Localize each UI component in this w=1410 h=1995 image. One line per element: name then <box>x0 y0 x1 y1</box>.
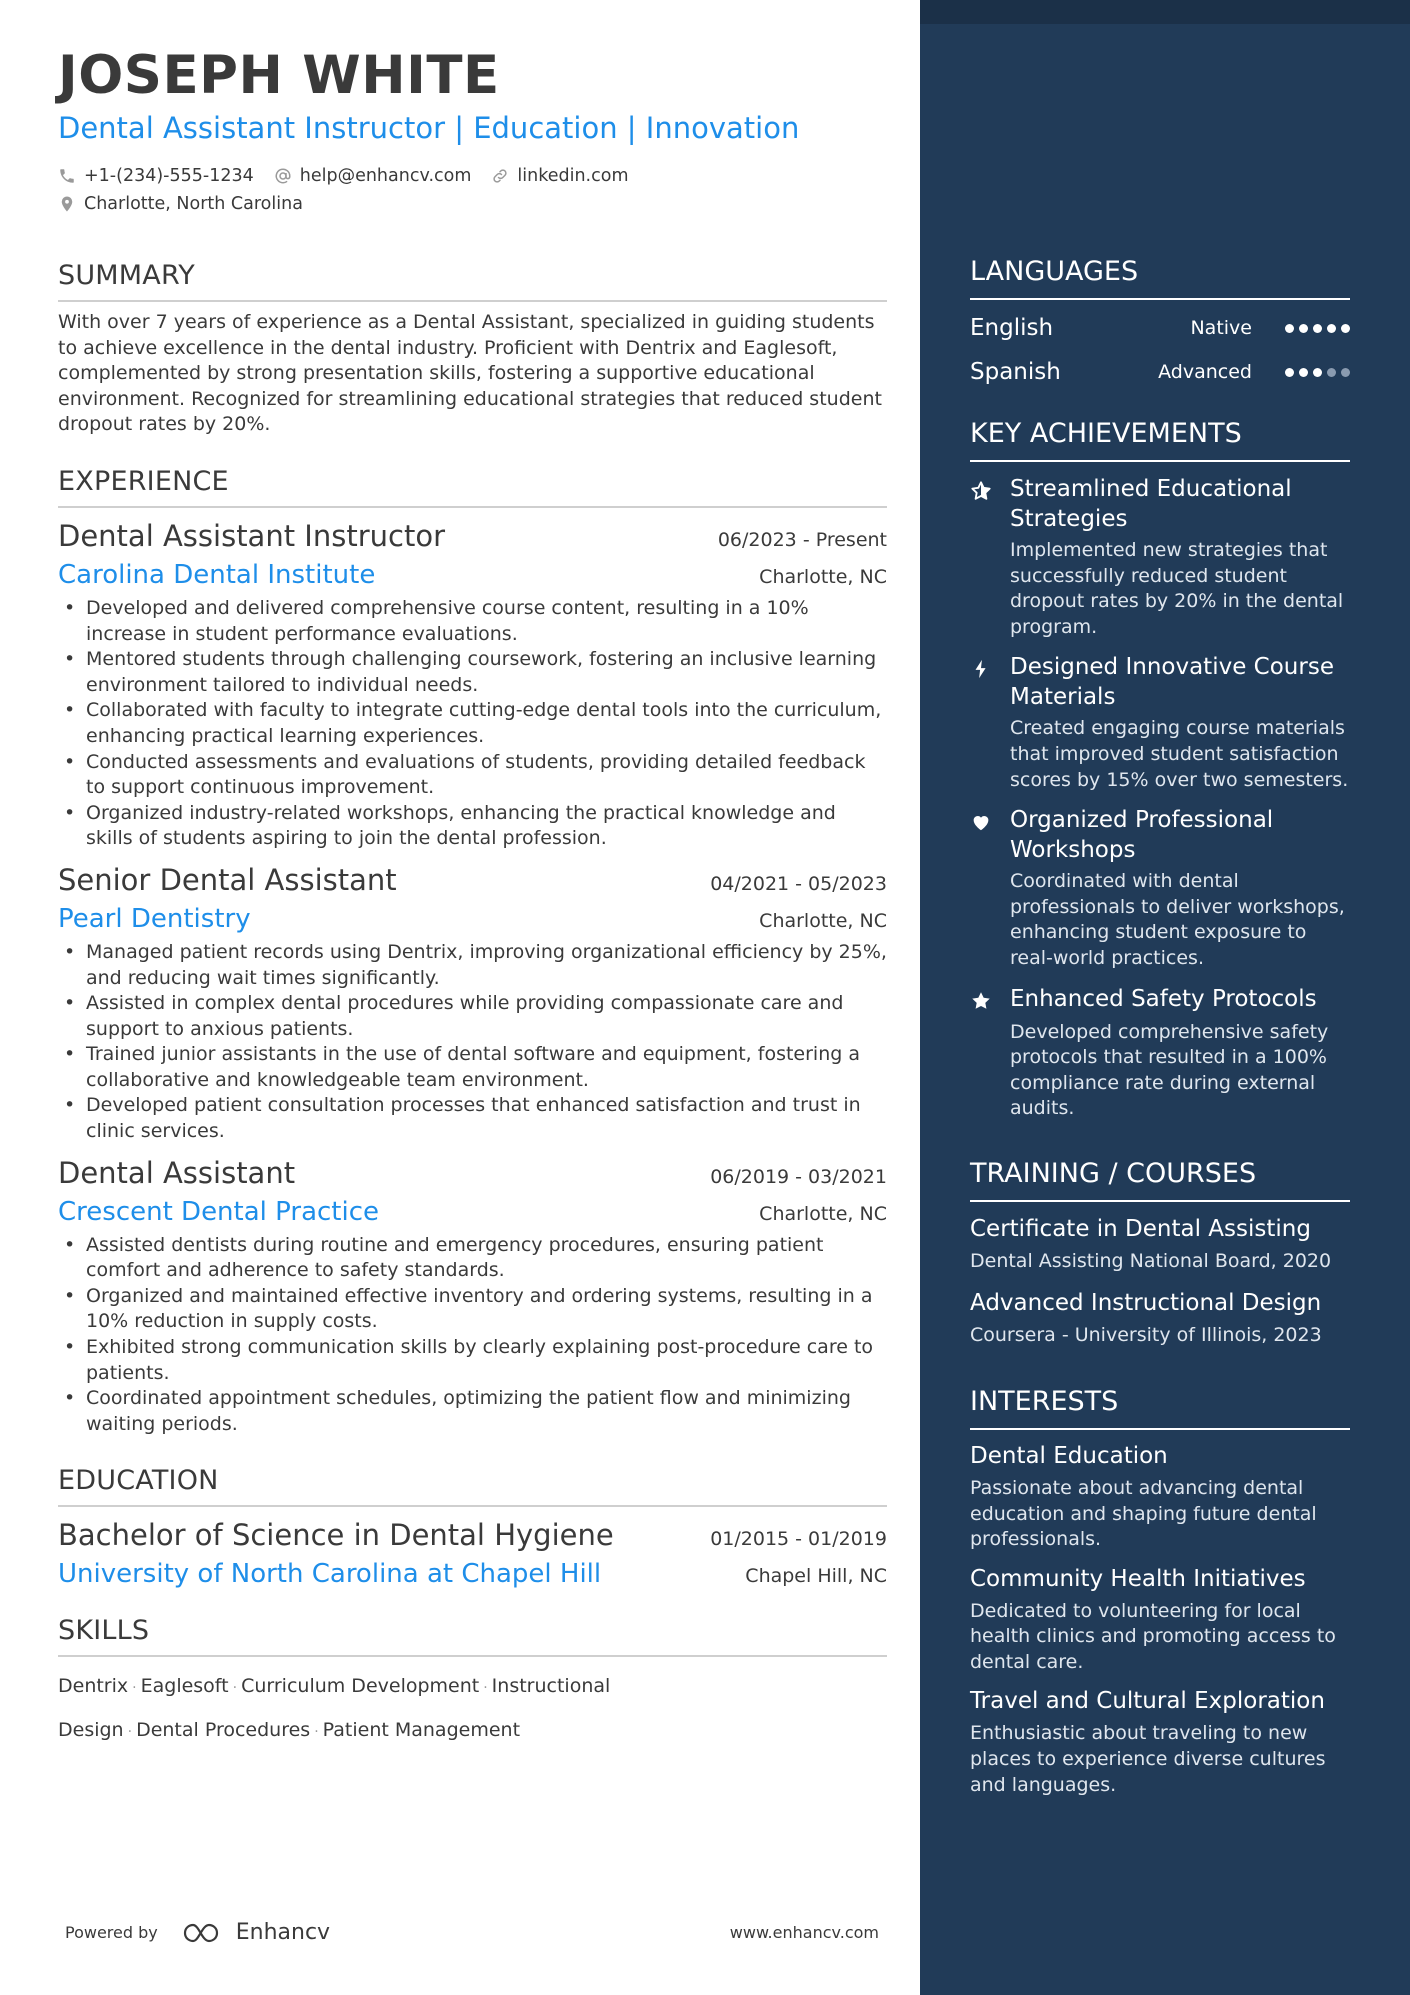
language-row <box>970 306 1350 350</box>
job-location: Charlotte, NC <box>759 1202 887 1225</box>
dot-filled <box>1313 324 1322 333</box>
interest-item <box>970 1563 1350 1676</box>
job-entry <box>58 1153 887 1438</box>
course-item <box>970 1286 1350 1350</box>
candidate-headline: Dental Assistant Instructor | Education | Innovation <box>58 111 800 145</box>
achievement-item <box>970 805 1350 971</box>
job-header <box>58 860 887 900</box>
skill-item: Dental Procedures <box>136 1719 311 1742</box>
job-bullet: • Organized and maintained effective inventory and ordering systems, resulting in a 10% reduction in supply costs. <box>58 1284 887 1335</box>
languages-list <box>970 306 1350 394</box>
job-bullet: • Mentored students through challenging coursework, fostering an inclusive learning environment tailored to individual needs. <box>58 647 887 698</box>
enhancv-logo-icon <box>182 1922 228 1944</box>
job-bullet: • Assisted in complex dental procedures while providing compassionate care and support to anxious patients. <box>58 991 887 1042</box>
job-company[interactable]: Carolina Dental Institute <box>58 559 376 590</box>
job-bullet: • Collaborated with faculty to integrate cutting-edge dental tools into the curriculum, enhancing practical learning experiences. <box>58 698 887 749</box>
skills-heading: SKILLS <box>58 1613 887 1657</box>
achievement-description: Created engaging course materials that improved student satisfaction scores by 15% over two semesters. <box>1010 717 1349 791</box>
achievement-item <box>970 474 1350 640</box>
achievements-list <box>970 474 1350 1122</box>
job-company-row <box>58 900 887 938</box>
job-bullet: • Conducted assessments and evaluations of students, providing detailed feedback to support continuous improvement. <box>58 750 887 801</box>
interests-heading: INTERESTS <box>970 1384 1350 1430</box>
achievement-description: Implemented new strategies that successfully reduced student dropout rates by 20% in the dental program. <box>1010 539 1344 638</box>
language-proficiency <box>1158 361 1350 383</box>
education-degree: Bachelor of Science in Dental Hygiene <box>58 1518 614 1553</box>
training-heading: TRAINING / COURSES <box>970 1156 1350 1202</box>
star-outline-icon <box>970 474 1010 506</box>
course-provider: Coursera - University of Illinois, 2023 <box>970 1323 1322 1346</box>
achievement-name: Enhanced Safety Protocols <box>1010 985 1317 1012</box>
dot-filled <box>1299 368 1308 377</box>
language-level: Advanced <box>1158 361 1252 383</box>
interest-item <box>970 1440 1350 1553</box>
achievement-name: Designed Innovative Course Materials <box>1010 654 1334 711</box>
lightning-icon <box>970 652 1010 684</box>
skill-separator: · <box>314 1724 319 1741</box>
education-school[interactable]: University of North Carolina at Chapel Hill <box>58 1559 602 1590</box>
job-bullet: • Coordinated appointment schedules, optimizing the patient flow and minimizing waiting periods. <box>58 1386 887 1437</box>
skill-item: Eaglesoft <box>140 1675 229 1698</box>
footer <box>58 1920 887 1945</box>
job-company-row <box>58 556 887 594</box>
skill-item: Curriculum Development <box>241 1675 480 1698</box>
dot-filled <box>1285 368 1294 377</box>
experience-list <box>58 516 887 1437</box>
summary-heading: SUMMARY <box>58 258 887 302</box>
contact-info <box>58 162 887 218</box>
languages-heading: LANGUAGES <box>970 254 1350 300</box>
job-bullet: • Developed patient consultation processes that enhanced satisfaction and trust in clinic services. <box>58 1093 887 1144</box>
job-role: Senior Dental Assistant <box>58 862 397 897</box>
footer-brand[interactable] <box>182 1920 330 1945</box>
sidebar-top-band <box>920 0 1410 24</box>
linkedin-text: linkedin.com <box>517 166 629 186</box>
skill-separator: · <box>483 1680 488 1697</box>
job-role: Dental Assistant Instructor <box>58 518 445 553</box>
education-heading: EDUCATION <box>58 1463 887 1507</box>
contact-phone[interactable] <box>58 166 254 186</box>
achievement-header <box>970 984 1350 1016</box>
skill-item: Patient Management <box>322 1719 521 1742</box>
achievement-name: Organized Professional Workshops <box>1010 807 1274 864</box>
location-text: Charlotte, North Carolina <box>84 194 303 214</box>
phone-icon <box>58 167 76 185</box>
education-entry <box>58 1515 887 1593</box>
job-header <box>58 1153 887 1193</box>
skill-separator: · <box>132 1680 137 1697</box>
job-bullet: • Exhibited strong communication skills by clearly explaining post-procedure care to patients. <box>58 1335 887 1386</box>
location-pin-icon <box>58 195 76 213</box>
job-dates: 06/2019 - 03/2021 <box>710 1165 887 1188</box>
link-icon <box>491 167 509 185</box>
language-name: Spanish <box>970 359 1061 385</box>
footer-powered-by: Powered by <box>65 1923 158 1942</box>
interest-description: Dedicated to volunteering for local health clinics and promoting access to dental care. <box>970 1599 1336 1673</box>
experience-heading: EXPERIENCE <box>58 464 887 508</box>
job-company[interactable]: Pearl Dentistry <box>58 903 251 934</box>
achievement-item <box>970 652 1350 793</box>
achievement-description: Coordinated with dental professionals to deliver workshops, enhancing student exposure to real-world practices. <box>1010 870 1345 969</box>
job-location: Charlotte, NC <box>759 565 887 588</box>
achievements-heading: KEY ACHIEVEMENTS <box>970 416 1350 462</box>
interest-item <box>970 1685 1350 1798</box>
job-bullet: • Managed patient records using Dentrix, improving organizational efficiency by 25%, and reducing wait times significantly. <box>58 940 887 991</box>
job-bullets <box>58 1233 887 1438</box>
sidebar-column <box>970 254 1350 1798</box>
job-bullets <box>58 940 887 1145</box>
dot-filled <box>1341 324 1350 333</box>
education-location: Chapel Hill, NC <box>745 1565 887 1588</box>
dot-empty <box>1327 368 1336 377</box>
contact-email[interactable] <box>274 166 472 186</box>
summary-text: With over 7 years of experience as a Dental Assistant, specialized in guiding students to achieve excellence in the dental industry. Proficient with Dentrix and Eaglesoft, complemented by strong presentation skills, fostering a supportive educational environment. Recognized for streamlining educational strategies that reduced student dropout rates by 20%. <box>58 311 882 436</box>
star-icon <box>970 984 1010 1016</box>
language-row <box>970 350 1350 394</box>
contact-location <box>58 194 303 214</box>
skill-item: Dentrix <box>58 1675 129 1698</box>
job-header <box>58 516 887 556</box>
achievement-description: Developed comprehensive safety protocols that resulted in a 100% compliance rate during external audits. <box>1010 1020 1329 1120</box>
email-text: help@enhancv.com <box>299 166 472 186</box>
job-company-row <box>58 1193 887 1231</box>
candidate-name: JOSEPH WHITE <box>58 45 500 106</box>
language-dots <box>1280 324 1350 333</box>
language-dots <box>1280 368 1350 377</box>
achievement-header <box>970 652 1350 712</box>
job-location: Charlotte, NC <box>759 909 887 932</box>
at-icon <box>274 167 292 185</box>
achievement-header <box>970 805 1350 865</box>
interest-name: Community Health Initiatives <box>970 1565 1306 1592</box>
achievement-item <box>970 984 1350 1122</box>
dot-filled <box>1299 324 1308 333</box>
main-column <box>58 40 887 1753</box>
footer-brand-name: Enhancv <box>235 1920 331 1945</box>
skill-separator: · <box>232 1680 238 1697</box>
job-dates: 04/2021 - 05/2023 <box>710 872 887 895</box>
skill-separator: · <box>127 1724 133 1741</box>
training-list <box>970 1212 1350 1350</box>
achievement-header <box>970 474 1350 534</box>
interest-description: Enthusiastic about traveling to new places to experience diverse cultures and languages. <box>970 1722 1326 1796</box>
heart-icon <box>970 805 1010 837</box>
job-dates: 06/2023 - Present <box>717 528 887 551</box>
job-bullet: • Developed and delivered comprehensive course content, resulting in a 10% increase in student performance evaluations. <box>58 596 887 647</box>
education-dates: 01/2015 - 01/2019 <box>710 1528 887 1551</box>
course-name: Advanced Instructional Design <box>970 1289 1322 1316</box>
footer-url[interactable]: www.enhancv.com <box>729 1923 879 1942</box>
skills-list <box>58 1665 738 1753</box>
job-bullet: • Assisted dentists during routine and emergency procedures, ensuring patient comfort and adherence to safety standards. <box>58 1233 887 1284</box>
dot-empty <box>1341 368 1350 377</box>
dot-filled <box>1313 368 1322 377</box>
interest-description: Passionate about advancing dental education and shaping future dental professionals. <box>970 1476 1317 1551</box>
job-bullet: • Trained junior assistants in the use of dental software and equipment, fostering a collaborative and knowledgeable team environment. <box>58 1042 887 1093</box>
interests-list <box>970 1440 1350 1798</box>
skill-item: Instructional Design <box>58 1675 611 1742</box>
language-name: English <box>970 315 1054 341</box>
achievement-name: Streamlined Educational Strategies <box>1010 476 1292 532</box>
job-bullet: • Organized industry-related workshops, enhancing the practical knowledge and skills of students aspiring to join the dental profession. <box>58 801 887 852</box>
phone-text: +1-(234)-555-1234 <box>84 166 254 186</box>
job-bullets <box>58 596 887 852</box>
contact-linkedin[interactable] <box>491 166 628 186</box>
job-company[interactable]: Crescent Dental Practice <box>58 1196 380 1227</box>
job-entry <box>58 860 887 1145</box>
language-proficiency <box>1190 317 1350 339</box>
course-name: Certificate in Dental Assisting <box>970 1215 1311 1242</box>
job-entry <box>58 516 887 852</box>
dot-filled <box>1285 324 1294 333</box>
dot-filled <box>1327 324 1336 333</box>
course-provider: Dental Assisting National Board, 2020 <box>970 1249 1332 1272</box>
job-role: Dental Assistant <box>58 1155 296 1190</box>
interest-name: Dental Education <box>970 1442 1168 1469</box>
interest-name: Travel and Cultural Exploration <box>970 1688 1325 1715</box>
language-level: Native <box>1190 317 1252 339</box>
course-item <box>970 1212 1350 1276</box>
